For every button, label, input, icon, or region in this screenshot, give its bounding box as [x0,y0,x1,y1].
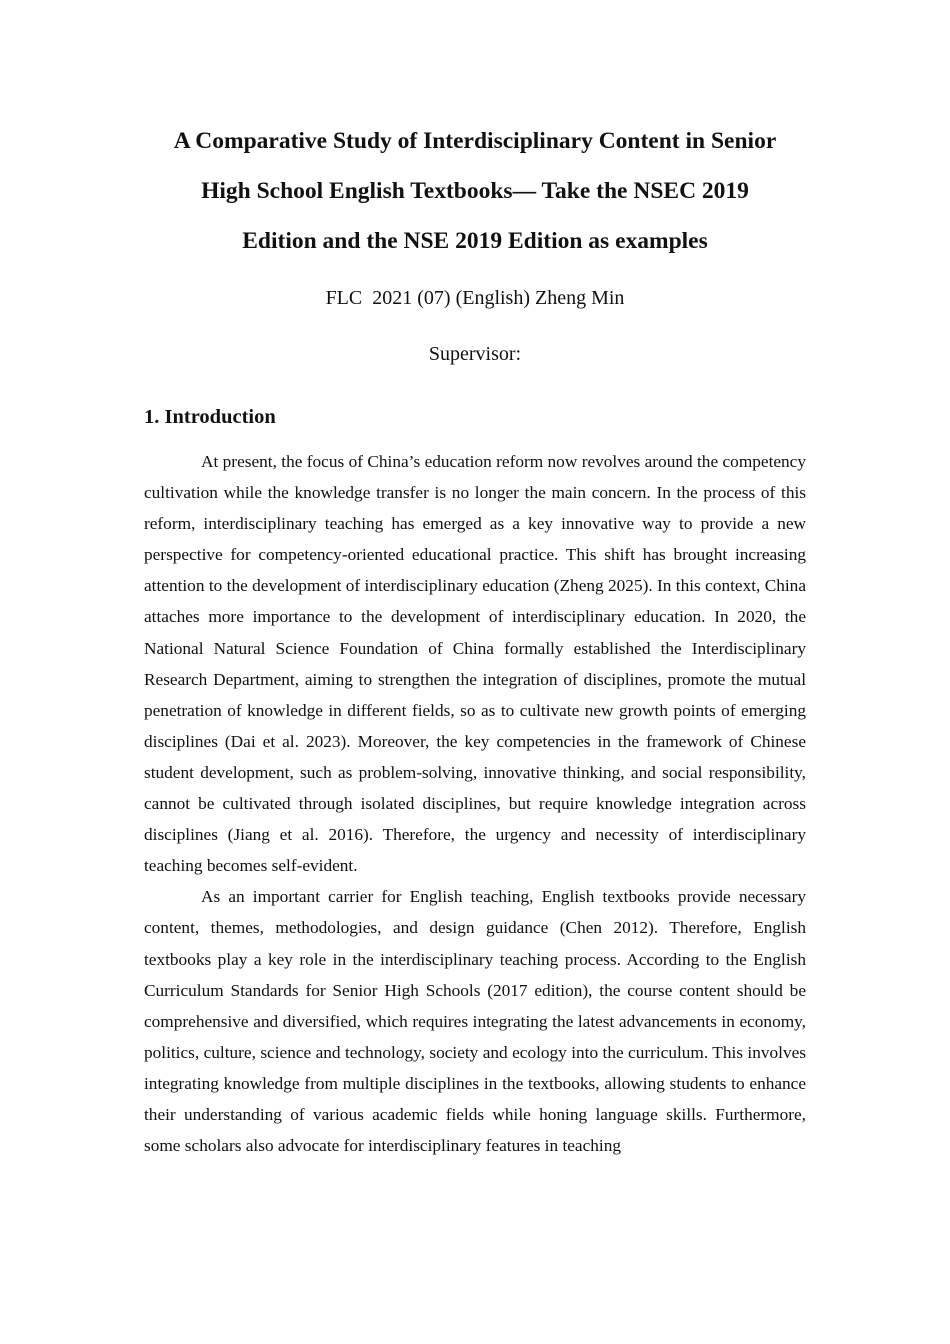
paragraph-1: At present, the focus of China’s education reform now revolves around the competency cultivation while the knowledge transfer is no longer the main concern. In the process of this reform, interdisciplinary teaching has emerged as a key innovative way to provide a new perspective for competency-oriented educational practice. This shift has brought increasing attention to the development of interdisciplinary education (Zheng 2025). In this context, China attaches more importance to the development of interdisciplinary education. In 2020, the National Natural Science Foundation of China formally established the Interdisciplinary Research Department, aiming to strengthen the integration of disciplines, promote the mutual penetration of knowledge in different fields, so as to cultivate new growth points of emerging disciplines (Dai et al. 2023). Moreover, the key competencies in the framework of Chinese student development, such as problem-solving, innovative thinking, and social responsibility, cannot be cultivated through isolated disciplines, but require knowledge integration across disciplines (Jiang et al. 2016). Therefore, the urgency and necessity of interdisciplinary teaching becomes self-evident. [144,452,806,876]
paper-title [140,116,810,266]
author-line: FLC 2021 (07) (English) Zheng Min [325,287,625,309]
title-line-3: Edition and the NSE 2019 Edition as examples [242,228,708,254]
section-heading: 1. Introduction [144,406,276,428]
title-line-1: A Comparative Study of Interdisciplinary Content in Senior [173,128,777,154]
paragraph-2: As an important carrier for English teaching, English textbooks provide necessary content, themes, methodologies, and design guidance (Chen 2012). Therefore, English textbooks play a key role in the interdisciplinary teaching process. According to the English Curriculum Standards for Senior High Schools (2017 edition), the course content should be comprehensive and diversified, which requires integrating the latest advancements in economy, politics, culture, science and technology, society and ecology into the curriculum. This involves integrating knowledge from multiple disciplines in the textbooks, allowing students to enhance their understanding of various academic fields while honing language skills. Furthermore, some scholars also advocate for interdisciplinary features in teaching [144,887,806,1156]
title-line-2: High School English Textbooks— Take the NSEC 2019 [201,178,749,204]
supervisor-line: Supervisor: [428,343,522,365]
body-text [144,446,806,1161]
